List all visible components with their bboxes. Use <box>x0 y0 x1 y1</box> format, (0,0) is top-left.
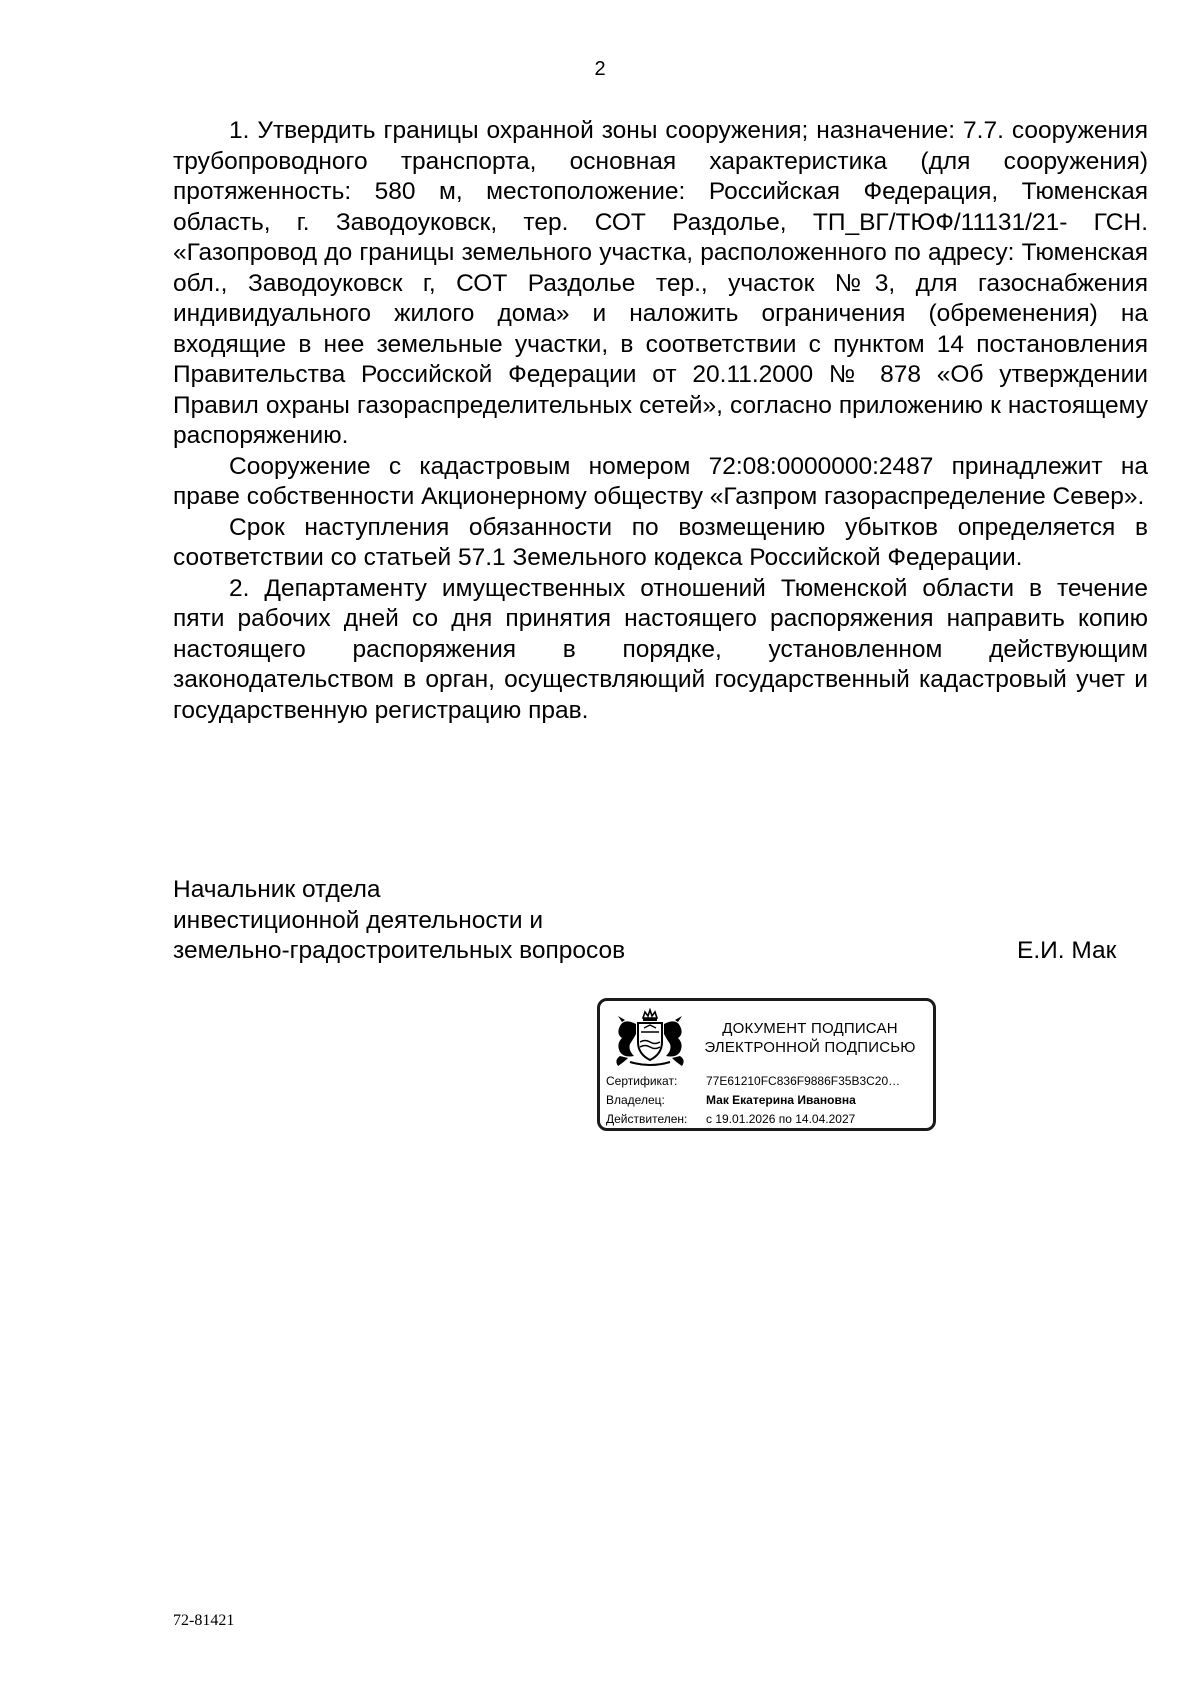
owner-value: Мак Екатерина Ивановна <box>706 1093 856 1107</box>
signatory-title-line: инвестиционной деятельности и <box>173 906 544 934</box>
electronic-signature-stamp <box>597 998 936 1131</box>
stamp-heading <box>692 1019 928 1057</box>
owner-row <box>606 1093 856 1107</box>
validity-value: с 19.01.2026 по 14.04.2027 <box>706 1112 856 1126</box>
document-body <box>173 116 1148 726</box>
signatory-title-line: Начальник отдела <box>173 876 381 903</box>
signatory-title-line: земельно-градостроительных вопросов <box>173 937 626 964</box>
document-code: 72-81421 <box>173 1612 235 1629</box>
paragraph-2: Сооружение с кадастровым номером 72:08:0000000:2487 принадлежит на праве собственности Акционерному обществу «Газпром газораспределение Север». <box>173 452 1148 510</box>
certificate-value: 77E61210FC836F9886F35B3C20… <box>706 1074 901 1088</box>
owner-label: Владелец: <box>606 1093 665 1107</box>
tyumen-coat-of-arms-icon <box>610 1008 690 1070</box>
certificate-label: Сертификат: <box>606 1074 678 1088</box>
signatory-name: Е.И. Мак <box>1017 937 1117 964</box>
certificate-row <box>606 1074 900 1088</box>
stamp-heading-line: ЭЛЕКТРОННОЙ ПОДПИСЬЮ <box>704 1039 916 1056</box>
validity-row <box>606 1112 855 1126</box>
stamp-heading-line: ДОКУМЕНТ ПОДПИСАН <box>722 1020 898 1037</box>
paragraph-4: 2. Департаменту имущественных отношений Тюменской области в течение пяти рабочих дней со дня принятия настоящего распоряжения направить копию настоящего распоряжения в порядке, установленном действующим законодательством в орган, осуществляющий государственный кадастровый учет и государственную регистрацию прав. <box>173 574 1148 724</box>
signatory-title <box>173 875 625 967</box>
paragraph-1: 1. Утвердить границы охранной зоны сооружения; назначение: 7.7. сооружения трубопроводного транспорта, основная характеристика (для сооружения) протяженность: 580 м, местоположение: Российская Федерация, Тюменская область, г. Заводоуковск, тер. СОТ Раздолье, ТП_ВГ/ТЮФ/11131/21- ГСН. «Газопровод до границы земельного участка, расположенного по адресу: Тюменская обл., Заводоуковск г, СОТ Раздолье тер., участок №3, для газоснабжения индивидуального жилого дома» и наложить ограничения (обременения) на входящие в нее земельные участки, в соответствии с пунктом 14 постановления Правительства Российской Федерации от 20.11.2000 № 878 «Об утверждении Правил охраны газораспределительных сетей», согласно приложению к настоящему распоряжению. <box>173 117 1148 449</box>
paragraph-3: Срок наступления обязанности по возмещению убытков определяется в соответствии со статьей 57.1 Земельного кодекса Российской Федерации. <box>173 513 1148 571</box>
validity-label: Действителен: <box>606 1112 688 1126</box>
page-number: 2 <box>594 58 606 80</box>
